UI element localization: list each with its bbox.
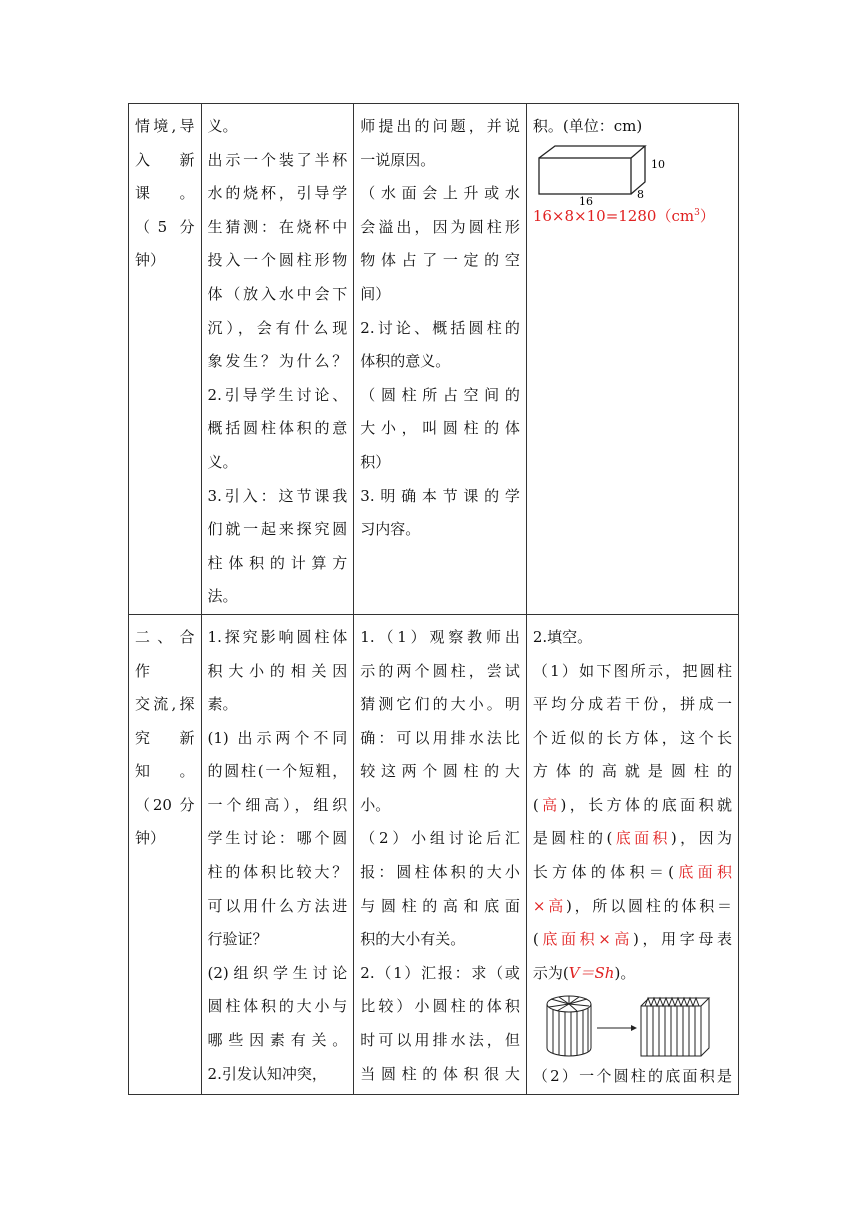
cuboid-figure [533,144,683,208]
text-line: (高)，长方体的底面积就 [532,795,732,814]
text-line: 较这两个圆柱的大 [360,762,520,781]
text-line: 1.探究影响圆柱体 [207,627,348,646]
text-line: 体积的意义。 [360,352,451,371]
text-line: 2.讨论、概括圆柱的 [360,318,520,337]
text-line: 法。 [207,587,238,606]
text-line: 柱的体积比较大？ [207,863,348,882]
phase-line: 情境,导 [135,117,195,135]
table-row [129,614,739,1094]
text-line: 义。 [207,117,238,135]
text-line: （2）小组讨论后汇 [360,829,520,848]
text-line: 是圆柱的(底面积)，因为 [532,829,732,848]
student-activity-cell [354,104,527,615]
text-line: （1）如下图所示，把圆柱 [532,661,732,680]
blank-answer: 底面积 [612,829,671,848]
blank-answer: 底面积 [674,863,732,882]
text-line: 个近似的长方体，这个长 [532,728,732,747]
text-line: 3.明确本节课的学 [360,486,520,505]
text-line: 义。 [207,452,238,471]
text-line: (2)组织学生讨论 [207,963,348,982]
text-line: 一说原因。 [360,150,436,169]
text-line: 水的烧杯，引导学 [207,184,348,203]
exercise-cell [526,104,738,615]
text-line: 的圆柱(一个短粗， [207,762,348,781]
text-line: 与圆柱的高和底面 [360,896,520,915]
text-line: 平均分成若干份，拼成一 [532,695,732,714]
phase-line: 究新知。 [135,728,195,781]
text-line: 猜测它们的大小。明 [360,695,520,714]
text-line: 2.引发认知冲突， [207,1064,327,1083]
text-line: 柱体积的计算方 [207,553,348,572]
teacher-activity-cell [201,614,354,1094]
cuboid-front [539,158,631,194]
answer-superscript: 3 [694,207,700,218]
text-line: 大小，叫圆柱的体 [360,419,520,438]
text-line: 1.（1）观察教师出 [360,627,520,646]
teacher-activity-cell [201,104,354,615]
student-activity-cell [354,614,527,1094]
answer-line [533,200,732,234]
text-line: （水面会上升或水 [360,184,520,203]
text-line: 确：可以用排水法比 [360,728,520,747]
text-line: 积。(单位：cm) [532,117,643,135]
text-line: 习内容。 [360,520,421,539]
phase-line: （5 分 [135,217,195,236]
dim-width-label: 8 [636,187,644,201]
text-line: 积的大小有关。 [360,930,466,949]
text-line: 当圆柱的体积很大 [360,1064,520,1083]
phase-cell [129,104,202,615]
text-line: ×高)，所以圆柱的体积＝ [532,896,732,915]
phase-line: 钟） [135,251,166,270]
phase-line: 钟） [135,829,166,848]
text-line: 哪些因素有关。 [207,1031,348,1050]
blank-answer: 底面积×高 [538,930,634,949]
text-line: 示的两个圆柱，尝试 [360,661,520,680]
text-line: 行验证？ [207,930,268,949]
answer-end: ） [699,206,715,225]
text-line: 小。 [360,795,391,814]
text-line: (底面积×高)，用字母表 [532,930,732,949]
text-line: （2）一个圆柱的底面积是 [532,1067,732,1086]
phase-cell [129,614,202,1094]
text-line: 积） [360,452,391,471]
cylinder-to-cuboid-figure [545,992,725,1060]
blank-answer: ×高 [532,896,566,915]
text-line: 沉），会有什么现 [207,318,348,337]
text-line: 可以用什么方法进 [207,896,348,915]
text-line: 投入一个圆柱形物 [207,251,348,270]
text-line: 象发生？为什么？ [207,352,348,371]
phase-line: （20 分 [135,795,195,814]
text-line: 积大小的相关因 [207,661,348,680]
text-line: 圆柱体积的大小与 [207,997,348,1016]
text-line: 物体占了一定的空 [360,251,520,270]
blank-answer: V＝Sh [568,963,615,982]
phase-line: 二、合作 [135,627,195,680]
lesson-plan-table [128,103,739,1095]
cuboid-top [539,146,645,158]
cylinder-icon [547,996,591,1056]
arrow-right-icon [597,1025,637,1031]
cuboid-slices-icon [641,998,709,1056]
text-line: 方体的高就是圆柱的 [532,762,732,781]
phase-line: 入新课。 [135,150,195,203]
text-line: 3.引入：这节课我 [207,486,348,505]
text-line: 生猜测：在烧杯中 [207,217,348,236]
text-line: 比较）小圆柱的体积 [360,997,520,1016]
text-line: (1) 出示两个不同 [207,728,348,747]
exercise-title: 2.填空。 [532,627,593,646]
text-line: 间） [360,284,391,303]
exercise-cell [526,614,738,1094]
text-line: 会溢出，因为圆柱形 [360,217,520,236]
answer-text: 16×8×10=1280（cm [532,206,695,225]
text-line: 概括圆柱体积的意 [207,419,348,438]
text-line: 时可以用排水法，但 [360,1031,520,1050]
dim-length-label: 16 [578,194,593,208]
table-row [129,104,739,615]
text-line: 学生讨论：哪个圆 [207,829,348,848]
text-line: 师提出的问题，并说 [360,117,520,135]
text-line: 素。 [207,695,238,714]
text-line: 长方体的体积＝(底面积 [532,863,732,882]
text-line: 们就一起来探究圆 [207,520,348,539]
text-line: 2.引导学生讨论、 [207,385,348,404]
text-line: 2.（1）汇报：求（或 [360,963,520,982]
phase-line: 交流,探 [135,695,195,714]
text-line: 示为(V＝Sh)。 [532,963,636,982]
text-line: 体（放入水中会下 [207,284,348,303]
text-line: （圆柱所占空间的 [360,385,520,404]
text-line: 一个细高），组织 [207,795,348,814]
text-line: 出示一个装了半杯 [207,150,348,169]
cuboid-side [631,146,645,194]
blank-answer: 高 [538,795,561,814]
text-line: 报：圆柱体积的大小 [360,863,520,882]
dim-height-label: 10 [650,157,665,171]
